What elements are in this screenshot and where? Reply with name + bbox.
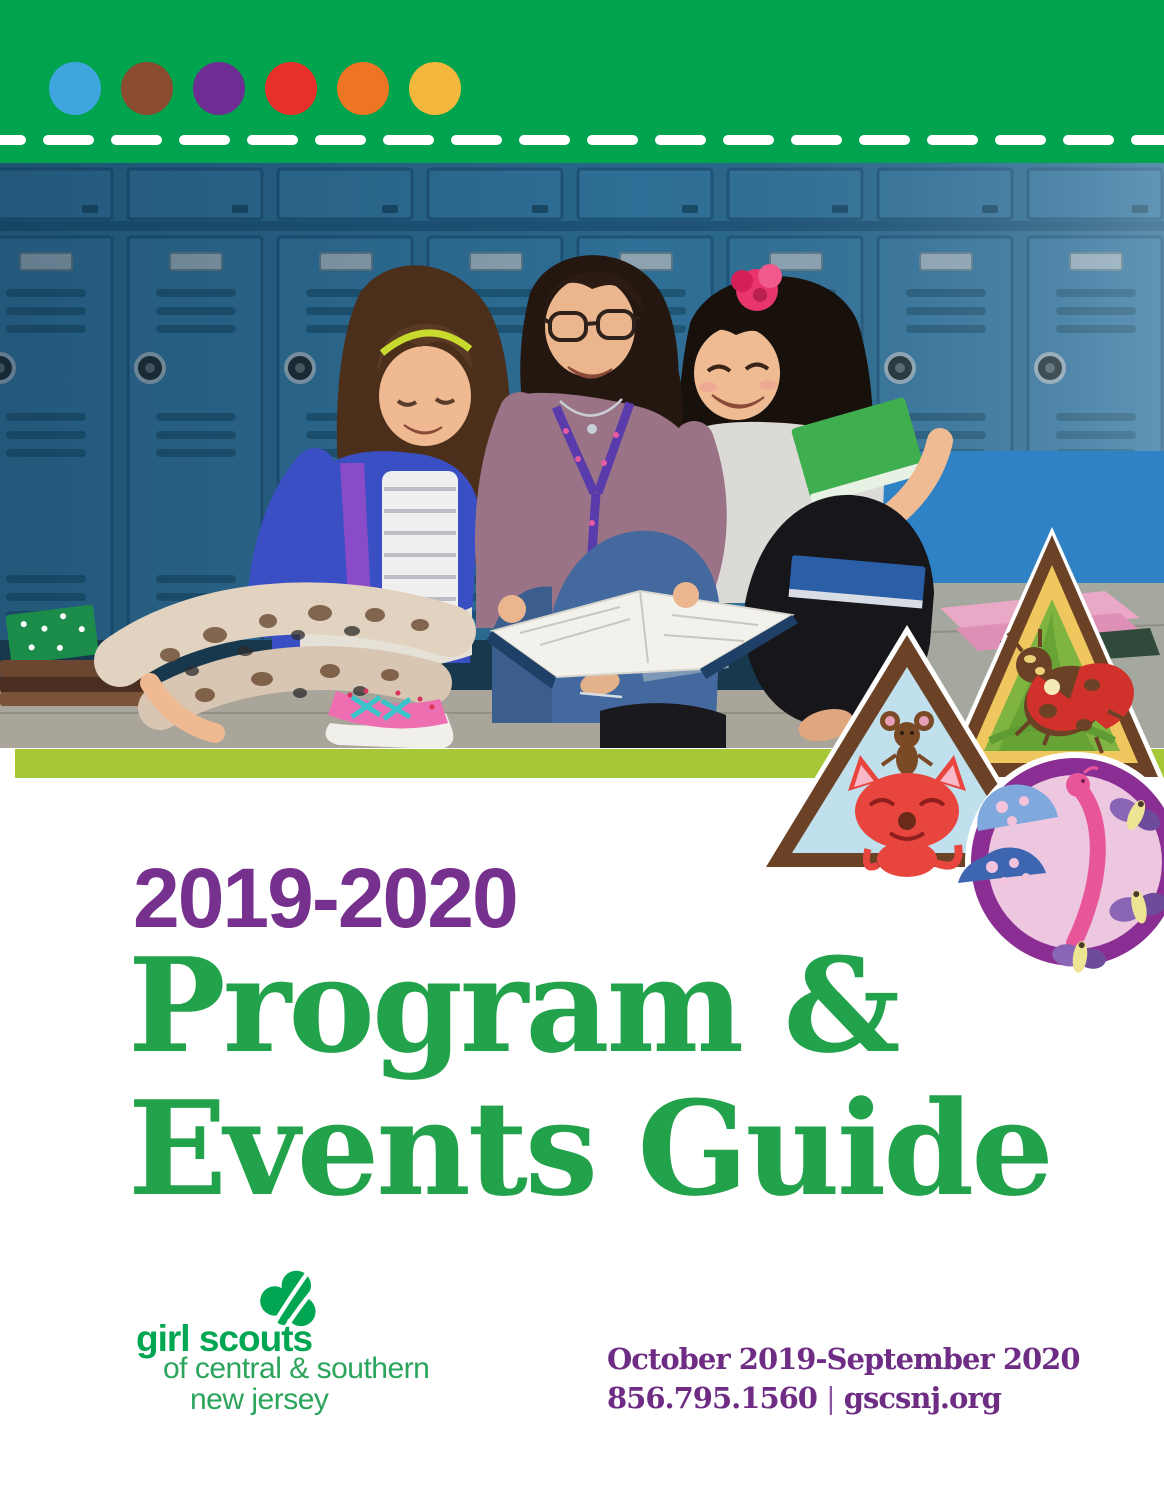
dot-red-icon: [265, 62, 317, 115]
dot-blue-icon: [49, 62, 101, 115]
date-range: October 2019-September 2020: [607, 1342, 1080, 1376]
dot-yellow-icon: [409, 62, 461, 115]
dot-brown-icon: [121, 62, 173, 115]
dot-purple-icon: [193, 62, 245, 115]
website: gscsnj.org: [843, 1381, 1001, 1415]
contact-line: [607, 1381, 1001, 1415]
color-dot-row: [49, 62, 461, 115]
badge-cluster: [740, 515, 1164, 985]
separator: |: [825, 1381, 835, 1415]
white-dashed-line: [0, 130, 1164, 150]
cover-title-line1: Program &: [128, 929, 898, 1082]
logo-region-line2: new jersey: [190, 1383, 329, 1416]
top-green-band: [0, 0, 1164, 163]
cover-title-line2: Events Guide: [128, 1072, 1051, 1225]
season-years: 2019-2020: [133, 851, 517, 945]
logo-region-line1: of central & southern: [163, 1352, 430, 1385]
phone-number: 856.795.1560: [607, 1381, 817, 1415]
dot-orange-icon: [337, 62, 389, 115]
logo-girl-scouts-text: girl scouts: [136, 1318, 313, 1359]
